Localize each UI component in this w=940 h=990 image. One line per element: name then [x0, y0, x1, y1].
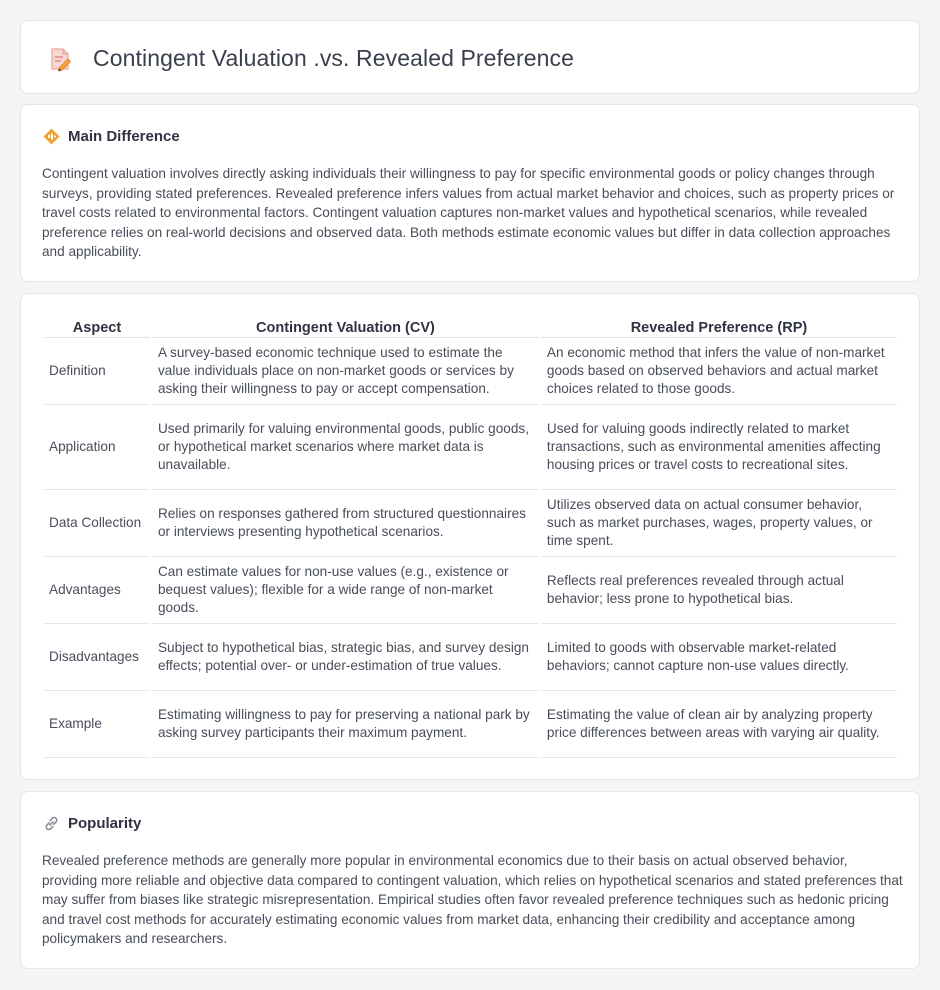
popularity-text: Revealed preference methods are generally more popular in environmental economics due to their basis on actual observed behavior, providing more reliable and objective data compared to contingent valuation, which relies on hypothetical scenarios and stated preferences that may suffer from biases like strategic misrepresentation. Empirical studies often favor revealed preference techniques such as hedonic pricing and travel cost methods for accurately estimating economic values from market data, enhancing their credibility and acceptance among policymakers and researchers. — [42, 853, 903, 947]
table-row — [44, 691, 897, 758]
row-rp: Limited to goods with observable market-related behaviors; cannot capture non-use values directly. — [541, 624, 897, 691]
row-rp: Used for valuing goods indirectly related to market transactions, such as environmental amenities affecting housing prices or travel costs to recreational sites. — [541, 405, 897, 490]
row-aspect: Application — [44, 405, 150, 490]
main-difference-header — [43, 128, 180, 145]
diamond-signal-icon — [43, 128, 60, 145]
row-cv: Used primarily for valuing environmental goods, public goods, or hypothetical market scenarios where market data is unavailable. — [152, 405, 539, 490]
row-aspect: Data Collection — [44, 490, 150, 557]
table-row — [44, 490, 897, 557]
table-row — [44, 624, 897, 691]
page-title: Contingent Valuation .vs. Revealed Preference — [93, 45, 574, 71]
row-cv: Relies on responses gathered from structured questionnaires or interviews presenting hypothetical scenarios. — [152, 490, 539, 557]
row-rp: Estimating the value of clean air by analyzing property price differences between areas with varying air quality. — [541, 691, 897, 758]
table-row — [44, 557, 897, 624]
table-row — [44, 338, 897, 405]
main-difference-text: Contingent valuation involves directly asking individuals their willingness to pay for specific environmental goods or policy changes through surveys, providing stated preferences. Revealed preference infers values from actual market behavior and choices, such as property prices or travel costs related to environmental factors. Contingent valuation captures non-market values and hypothetical scenarios, while revealed preference relies on real-world decisions and observed data. Both methods estimate economic values but differ in data collection approaches and applicability. — [42, 166, 895, 260]
row-cv: Subject to hypothetical bias, strategic bias, and survey design effects; potential over- or under-estimation of true values. — [152, 624, 539, 691]
row-aspect: Advantages — [44, 557, 150, 624]
main-difference-title: Main Difference — [68, 128, 180, 145]
document-pencil-icon — [47, 46, 73, 72]
popularity-header — [43, 815, 141, 832]
popularity-title: Popularity — [68, 815, 142, 832]
row-rp: Reflects real preferences revealed through actual behavior; less prone to hypothetical bias. — [541, 557, 897, 624]
table-header-row — [44, 314, 897, 338]
row-rp: An economic method that infers the value of non-market goods based on observed behaviors and actual market choices related to those goods. — [541, 338, 897, 405]
popularity-card — [20, 791, 920, 969]
title-row — [47, 45, 574, 72]
row-cv: Estimating willingness to pay for preserving a national park by asking survey participants their maximum payment. — [152, 691, 539, 758]
title-card — [20, 20, 920, 94]
header-cv: Contingent Valuation (CV) — [152, 314, 539, 338]
row-cv: A survey-based economic technique used to estimate the value individuals place on non-market goods or services by asking their willingness to pay or accept compensation. — [152, 338, 539, 405]
link-icon — [43, 815, 60, 832]
row-aspect: Example — [44, 691, 150, 758]
row-cv: Can estimate values for non-use values (e.g., existence or bequest values); flexible for a wide range of non-market goods. — [152, 557, 539, 624]
header-aspect: Aspect — [44, 314, 150, 338]
table-row — [44, 405, 897, 490]
row-aspect: Definition — [44, 338, 150, 405]
row-rp: Utilizes observed data on actual consumer behavior, such as market purchases, wages, property values, or time spent. — [541, 490, 897, 557]
comparison-card — [20, 293, 920, 780]
main-difference-card — [20, 104, 920, 282]
comparison-table — [42, 314, 899, 758]
header-rp: Revealed Preference (RP) — [541, 314, 897, 338]
row-aspect: Disadvantages — [44, 624, 150, 691]
